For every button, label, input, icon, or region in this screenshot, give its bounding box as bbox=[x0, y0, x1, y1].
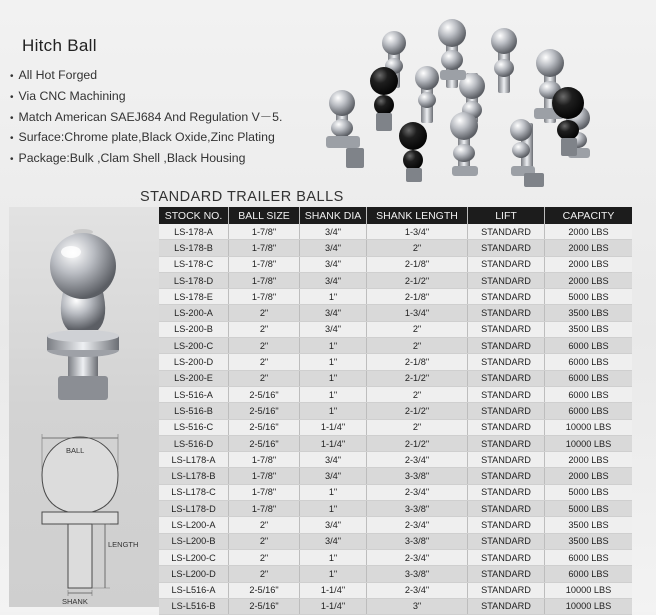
table-cell: 2-1/2" bbox=[367, 403, 468, 419]
table-cell: 1-7/8" bbox=[229, 256, 300, 272]
table-cell: 2-3/4" bbox=[367, 484, 468, 500]
table-cell: 2000 LBS bbox=[545, 240, 633, 256]
table-cell: STANDARD bbox=[468, 224, 545, 240]
table-cell: STANDARD bbox=[468, 598, 545, 614]
table-cell: 1-7/8" bbox=[229, 501, 300, 517]
table-cell: LS-L516-B bbox=[159, 598, 229, 614]
table-cell: 3/4" bbox=[300, 533, 367, 549]
table-cell: 1" bbox=[300, 289, 367, 305]
table-row bbox=[159, 501, 632, 517]
table-cell: STANDARD bbox=[468, 468, 545, 484]
table-cell: 1" bbox=[300, 566, 367, 582]
table-cell: 1-7/8" bbox=[229, 224, 300, 240]
table-cell: STANDARD bbox=[468, 484, 545, 500]
table-cell: 1-7/8" bbox=[229, 452, 300, 468]
table-cell: 3/4" bbox=[300, 452, 367, 468]
table-cell: 2-5/16" bbox=[229, 435, 300, 451]
table-cell: 6000 LBS bbox=[545, 386, 633, 402]
table-cell: LS-516-D bbox=[159, 435, 229, 451]
table-cell: LS-200-B bbox=[159, 321, 229, 337]
table-cell: 3/4" bbox=[300, 517, 367, 533]
length-label: LENGTH bbox=[108, 540, 139, 549]
column-header: SHANK DIA bbox=[300, 207, 367, 224]
table-cell: LS-L200-C bbox=[159, 549, 229, 565]
table-cell: 6000 LBS bbox=[545, 549, 633, 565]
table-cell: 1" bbox=[300, 484, 367, 500]
table-cell: 1-7/8" bbox=[229, 240, 300, 256]
dimension-diagram bbox=[10, 410, 160, 605]
feature-item: • Match American SAEJ684 And Regulation V－5. bbox=[10, 108, 282, 129]
table-cell: 1" bbox=[300, 501, 367, 517]
table-cell: LS-200-E bbox=[159, 370, 229, 386]
table-cell: STANDARD bbox=[468, 549, 545, 565]
column-header: SHANK LENGTH bbox=[367, 207, 468, 224]
table-cell: 2000 LBS bbox=[545, 452, 633, 468]
table-cell: LS-L200-A bbox=[159, 517, 229, 533]
table-cell: 1" bbox=[300, 338, 367, 354]
table-cell: LS-178-D bbox=[159, 272, 229, 288]
table-row bbox=[159, 403, 632, 419]
table-cell: 2-3/4" bbox=[367, 452, 468, 468]
table-cell: 2-3/4" bbox=[367, 582, 468, 598]
table-cell: LS-L516-A bbox=[159, 582, 229, 598]
table-cell: 6000 LBS bbox=[545, 370, 633, 386]
table-cell: 1" bbox=[300, 386, 367, 402]
table-cell: 3-3/8" bbox=[367, 468, 468, 484]
table-cell: 6000 LBS bbox=[545, 403, 633, 419]
hitch-ball-photo bbox=[28, 218, 138, 403]
table-cell: 2000 LBS bbox=[545, 224, 633, 240]
table-cell: LS-516-B bbox=[159, 403, 229, 419]
feature-item: • All Hot Forged bbox=[10, 66, 282, 87]
table-cell: 3/4" bbox=[300, 305, 367, 321]
table-cell: STANDARD bbox=[468, 321, 545, 337]
table-cell: 3500 LBS bbox=[545, 321, 633, 337]
column-header: STOCK NO. bbox=[159, 207, 229, 224]
table-cell: 1-1/4" bbox=[300, 582, 367, 598]
table-cell: 1" bbox=[300, 403, 367, 419]
table-cell: 5000 LBS bbox=[545, 484, 633, 500]
table-cell: STANDARD bbox=[468, 256, 545, 272]
table-cell: 3-3/8" bbox=[367, 501, 468, 517]
table-cell: 2-5/16" bbox=[229, 419, 300, 435]
table-cell: 10000 LBS bbox=[545, 582, 633, 598]
table-cell: STANDARD bbox=[468, 240, 545, 256]
table-cell: 3500 LBS bbox=[545, 305, 633, 321]
table-cell: 3/4" bbox=[300, 256, 367, 272]
table-cell: 2-5/16" bbox=[229, 598, 300, 614]
ball-label: BALL bbox=[66, 446, 85, 455]
table-row bbox=[159, 338, 632, 354]
table-title: STANDARD TRAILER BALLS bbox=[140, 189, 344, 205]
column-header: CAPACITY bbox=[545, 207, 633, 224]
table-cell: 3-3/8" bbox=[367, 533, 468, 549]
table-cell: STANDARD bbox=[468, 272, 545, 288]
table-cell: 2" bbox=[367, 386, 468, 402]
table-cell: LS-178-C bbox=[159, 256, 229, 272]
table-cell: 2" bbox=[229, 549, 300, 565]
table-cell: STANDARD bbox=[468, 370, 545, 386]
table-row bbox=[159, 549, 632, 565]
table-cell: 3/4" bbox=[300, 321, 367, 337]
feature-item: • Via CNC Machining bbox=[10, 87, 282, 108]
table-cell: 10000 LBS bbox=[545, 419, 633, 435]
table-cell: LS-200-D bbox=[159, 354, 229, 370]
feature-item: • Surface:Chrome plate,Black Oxide,Zinc Plating bbox=[10, 128, 282, 149]
table-row bbox=[159, 419, 632, 435]
table-cell: 2-5/16" bbox=[229, 403, 300, 419]
table-cell: 2" bbox=[367, 419, 468, 435]
table-cell: 2-1/2" bbox=[367, 370, 468, 386]
table-row bbox=[159, 321, 632, 337]
table-cell: 2000 LBS bbox=[545, 272, 633, 288]
table-cell: STANDARD bbox=[468, 533, 545, 549]
table-cell: STANDARD bbox=[468, 403, 545, 419]
table-cell: LS-L178-D bbox=[159, 501, 229, 517]
table-cell: 3500 LBS bbox=[545, 517, 633, 533]
table-row bbox=[159, 468, 632, 484]
column-header: LIFT bbox=[468, 207, 545, 224]
table-cell: 3/4" bbox=[300, 468, 367, 484]
table-cell: LS-L178-B bbox=[159, 468, 229, 484]
table-cell: 3-3/8" bbox=[367, 566, 468, 582]
table-cell: 2" bbox=[367, 338, 468, 354]
table-row bbox=[159, 517, 632, 533]
table-cell: 1-7/8" bbox=[229, 484, 300, 500]
table-cell: 2" bbox=[367, 240, 468, 256]
table-cell: 2-5/16" bbox=[229, 582, 300, 598]
table-cell: 3/4" bbox=[300, 272, 367, 288]
table-cell: 2" bbox=[229, 354, 300, 370]
product-group-photo bbox=[316, 8, 616, 193]
table-cell: 2" bbox=[367, 321, 468, 337]
table-row bbox=[159, 256, 632, 272]
feature-item: • Package:Bulk ,Clam Shell ,Black Housing bbox=[10, 149, 282, 170]
table-cell: 2-1/8" bbox=[367, 256, 468, 272]
table-cell: 10000 LBS bbox=[545, 598, 633, 614]
table-cell: 2-1/2" bbox=[367, 435, 468, 451]
table-row bbox=[159, 305, 632, 321]
table-row bbox=[159, 240, 632, 256]
table-row bbox=[159, 598, 632, 614]
table-cell: 5000 LBS bbox=[545, 289, 633, 305]
table-cell: LS-200-C bbox=[159, 338, 229, 354]
table-cell: 2" bbox=[229, 370, 300, 386]
table-cell: 2-1/2" bbox=[367, 272, 468, 288]
table-cell: STANDARD bbox=[468, 305, 545, 321]
table-cell: 2" bbox=[229, 517, 300, 533]
page-title: Hitch Ball bbox=[22, 36, 97, 55]
table-cell: 2-3/4" bbox=[367, 549, 468, 565]
table-header-row bbox=[159, 207, 632, 224]
table-cell: STANDARD bbox=[468, 419, 545, 435]
table-cell: LS-200-A bbox=[159, 305, 229, 321]
table-cell: 6000 LBS bbox=[545, 566, 633, 582]
table-row bbox=[159, 452, 632, 468]
table-row bbox=[159, 484, 632, 500]
table-cell: STANDARD bbox=[468, 566, 545, 582]
table-cell: 2-1/8" bbox=[367, 354, 468, 370]
feature-list bbox=[10, 66, 282, 170]
table-row bbox=[159, 370, 632, 386]
table-cell: 2" bbox=[229, 566, 300, 582]
table-cell: STANDARD bbox=[468, 386, 545, 402]
table-body bbox=[159, 224, 632, 615]
table-cell: 2" bbox=[229, 338, 300, 354]
table-cell: 1-1/4" bbox=[300, 419, 367, 435]
table-row bbox=[159, 435, 632, 451]
table-cell: LS-L178-A bbox=[159, 452, 229, 468]
table-cell: 6000 LBS bbox=[545, 338, 633, 354]
table-cell: LS-L200-B bbox=[159, 533, 229, 549]
table-cell: 10000 LBS bbox=[545, 435, 633, 451]
table-cell: 1-3/4" bbox=[367, 305, 468, 321]
table-row bbox=[159, 224, 632, 240]
table-cell: 2" bbox=[229, 533, 300, 549]
table-cell: 2000 LBS bbox=[545, 256, 633, 272]
table-cell: STANDARD bbox=[468, 452, 545, 468]
table-cell: 2" bbox=[229, 305, 300, 321]
table-row bbox=[159, 289, 632, 305]
table-cell: 1-7/8" bbox=[229, 289, 300, 305]
table-cell: STANDARD bbox=[468, 354, 545, 370]
table-cell: 5000 LBS bbox=[545, 501, 633, 517]
table-cell: STANDARD bbox=[468, 582, 545, 598]
table-cell: LS-516-A bbox=[159, 386, 229, 402]
table-cell: 2" bbox=[229, 321, 300, 337]
shank-label: SHANK bbox=[62, 597, 88, 605]
table-row bbox=[159, 533, 632, 549]
table-cell: STANDARD bbox=[468, 517, 545, 533]
table-cell: STANDARD bbox=[468, 338, 545, 354]
table-cell: 1-1/4" bbox=[300, 435, 367, 451]
table-cell: LS-178-E bbox=[159, 289, 229, 305]
spec-table bbox=[159, 207, 632, 615]
table-cell: LS-L178-C bbox=[159, 484, 229, 500]
table-row bbox=[159, 582, 632, 598]
column-header: BALL SIZE bbox=[229, 207, 300, 224]
table-cell: 3/4" bbox=[300, 224, 367, 240]
table-row bbox=[159, 386, 632, 402]
table-cell: 1-3/4" bbox=[367, 224, 468, 240]
table-cell: 1" bbox=[300, 549, 367, 565]
table-cell: 1-7/8" bbox=[229, 468, 300, 484]
table-cell: 3" bbox=[367, 598, 468, 614]
table-cell: LS-178-A bbox=[159, 224, 229, 240]
table-cell: STANDARD bbox=[468, 435, 545, 451]
table-cell: 3/4" bbox=[300, 240, 367, 256]
table-cell: 1-7/8" bbox=[229, 272, 300, 288]
table-row bbox=[159, 272, 632, 288]
table-cell: 1" bbox=[300, 354, 367, 370]
table-cell: 2-1/8" bbox=[367, 289, 468, 305]
table-cell: 3500 LBS bbox=[545, 533, 633, 549]
table-row bbox=[159, 354, 632, 370]
table-cell: 2000 LBS bbox=[545, 468, 633, 484]
table-cell: 2-3/4" bbox=[367, 517, 468, 533]
table-cell: LS-178-B bbox=[159, 240, 229, 256]
table-cell: 1-1/4" bbox=[300, 598, 367, 614]
table-row bbox=[159, 566, 632, 582]
table-cell: STANDARD bbox=[468, 501, 545, 517]
table-cell: 1" bbox=[300, 370, 367, 386]
table-cell: STANDARD bbox=[468, 289, 545, 305]
table-cell: 6000 LBS bbox=[545, 354, 633, 370]
table-cell: 2-5/16" bbox=[229, 386, 300, 402]
table-cell: LS-L200-D bbox=[159, 566, 229, 582]
table-cell: LS-516-C bbox=[159, 419, 229, 435]
